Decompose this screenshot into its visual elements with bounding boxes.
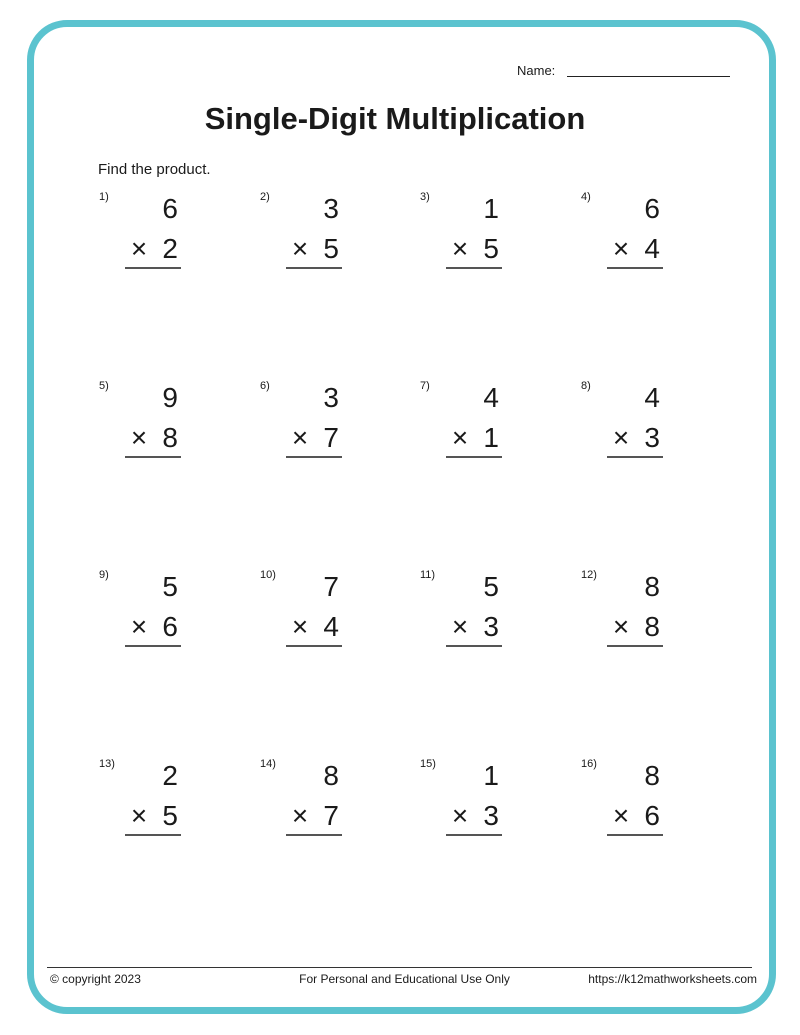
multiply-sign: ×	[291, 233, 309, 264]
problem-12	[581, 569, 671, 651]
problem-number: 2)	[260, 191, 270, 203]
problem-number: 5)	[99, 380, 109, 392]
multiplicand: 8	[323, 760, 339, 791]
multiplier: 1	[483, 422, 499, 453]
problem-number: 10)	[260, 569, 276, 581]
multiplier: 3	[483, 611, 499, 642]
multiplier: 7	[323, 422, 339, 453]
problem-11	[420, 569, 510, 651]
multiplicand: 9	[162, 382, 178, 413]
multiplicand: 7	[323, 571, 339, 602]
answer-line	[125, 645, 181, 647]
problem-number: 11)	[420, 569, 436, 581]
problem-number: 7)	[420, 380, 430, 392]
multiply-sign: ×	[130, 800, 148, 831]
multiply-sign: ×	[451, 233, 469, 264]
answer-line	[607, 267, 663, 269]
problem-13	[99, 758, 189, 840]
problem-number: 15)	[420, 758, 436, 770]
problem-6	[260, 380, 350, 462]
answer-line	[446, 456, 502, 458]
multiplicand: 2	[162, 760, 178, 791]
multiplicand: 6	[644, 193, 660, 224]
multiply-sign: ×	[130, 233, 148, 264]
problem-number: 8)	[581, 380, 591, 392]
multiplicand: 6	[162, 193, 178, 224]
problem-number: 1)	[99, 191, 109, 203]
multiply-sign: ×	[612, 233, 630, 264]
answer-line	[125, 267, 181, 269]
problem-14	[260, 758, 350, 840]
multiply-sign: ×	[451, 422, 469, 453]
multiplier: 6	[644, 800, 660, 831]
problem-3	[420, 191, 510, 273]
answer-line	[446, 267, 502, 269]
multiplicand: 3	[323, 193, 339, 224]
name-label: Name:	[517, 63, 556, 78]
multiply-sign: ×	[291, 611, 309, 642]
problem-10	[260, 569, 350, 651]
page-title: Single-Digit Multiplication	[204, 101, 586, 136]
multiplicand: 4	[483, 382, 499, 413]
multiply-sign: ×	[612, 800, 630, 831]
multiplier: 5	[483, 233, 499, 264]
answer-line	[607, 834, 663, 836]
multiplicand: 8	[644, 760, 660, 791]
multiplier: 8	[644, 611, 660, 642]
multiply-sign: ×	[451, 800, 469, 831]
footer-usage-note: For Personal and Educational Use Only	[299, 972, 510, 986]
answer-line	[446, 645, 502, 647]
multiply-sign: ×	[612, 422, 630, 453]
answer-line	[125, 834, 181, 836]
multiplier: 3	[483, 800, 499, 831]
problem-number: 3)	[420, 191, 430, 203]
multiplier: 6	[162, 611, 178, 642]
problem-5	[99, 380, 189, 462]
problem-number: 13)	[99, 758, 115, 770]
problem-4	[581, 191, 671, 273]
multiplier: 4	[323, 611, 339, 642]
problem-number: 6)	[260, 380, 270, 392]
multiplier: 4	[644, 233, 660, 264]
footer-copyright: © copyright 2023	[50, 972, 141, 986]
multiplier: 5	[162, 800, 178, 831]
instructions: Find the product.	[98, 161, 211, 178]
problem-number: 16)	[581, 758, 597, 770]
problem-16	[581, 758, 671, 840]
answer-line	[286, 834, 342, 836]
problem-8	[581, 380, 671, 462]
problem-15	[420, 758, 510, 840]
multiplier: 2	[162, 233, 178, 264]
multiply-sign: ×	[291, 422, 309, 453]
multiplier: 5	[323, 233, 339, 264]
multiplier: 7	[323, 800, 339, 831]
problem-7	[420, 380, 510, 462]
problem-number: 12)	[581, 569, 597, 581]
footer-url: https://k12mathworksheets.com	[588, 972, 757, 986]
multiplicand: 3	[323, 382, 339, 413]
multiplicand: 5	[483, 571, 499, 602]
multiply-sign: ×	[130, 611, 148, 642]
multiplicand: 5	[162, 571, 178, 602]
multiplicand: 8	[644, 571, 660, 602]
multiplier: 3	[644, 422, 660, 453]
answer-line	[286, 456, 342, 458]
problem-number: 14)	[260, 758, 276, 770]
multiplicand: 1	[483, 193, 499, 224]
multiplicand: 4	[644, 382, 660, 413]
multiply-sign: ×	[612, 611, 630, 642]
answer-line	[446, 834, 502, 836]
multiplicand: 1	[483, 760, 499, 791]
problem-number: 4)	[581, 191, 591, 203]
problem-9	[99, 569, 189, 651]
footer-divider	[47, 967, 752, 968]
answer-line	[125, 456, 181, 458]
answer-line	[607, 456, 663, 458]
problem-1	[99, 191, 189, 273]
multiplier: 8	[162, 422, 178, 453]
multiply-sign: ×	[451, 611, 469, 642]
problem-2	[260, 191, 350, 273]
answer-line	[286, 645, 342, 647]
multiply-sign: ×	[130, 422, 148, 453]
answer-line	[286, 267, 342, 269]
problem-number: 9)	[99, 569, 109, 581]
answer-line	[607, 645, 663, 647]
multiply-sign: ×	[291, 800, 309, 831]
